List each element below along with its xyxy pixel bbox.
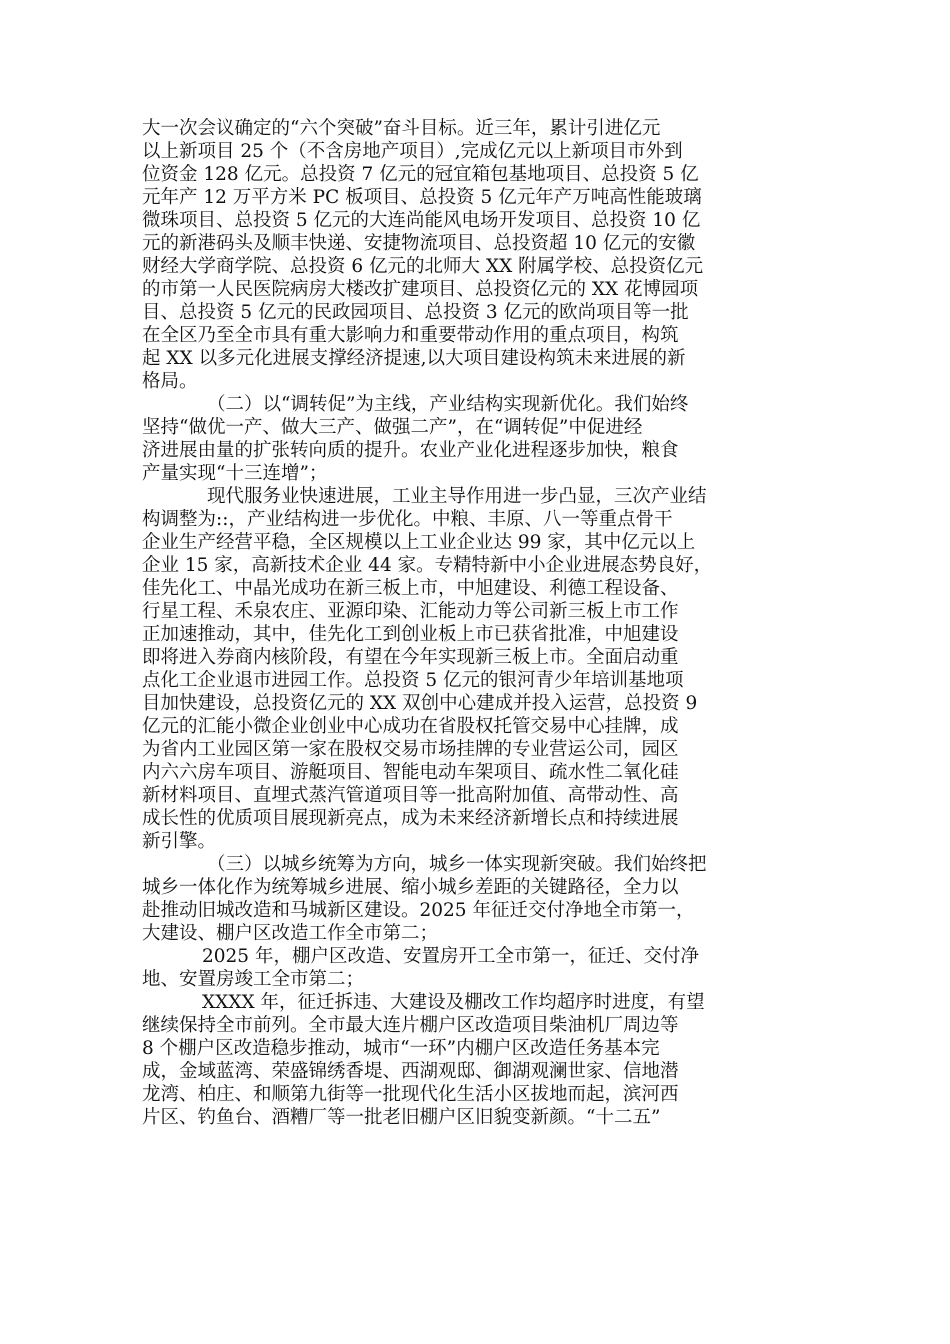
text-line: 亿元的汇能小微企业创业中心成功在省股权托管交易中心挂牌，成 bbox=[142, 716, 679, 737]
paragraph-urban-rural bbox=[142, 853, 814, 945]
text-line: 内六六房车项目、游艇项目、智能电动车架项目、疏水性二氧化硅 bbox=[142, 762, 679, 783]
text-line: （二）以“调转促”为主线，产业结构实现新优化。我们始终 bbox=[207, 394, 689, 415]
text-line: 即将进入券商内核阶段，有望在今年实现新三板上市。全面启动重 bbox=[142, 647, 679, 668]
paragraph-2025-shantytown bbox=[142, 945, 814, 991]
text-line: 微珠项目、总投资 5 亿元的大连尚能风电场开发项目、总投资 10 亿 bbox=[142, 210, 701, 231]
text-line: 以上新项目 25 个（不含房地产项目）,完成亿元以上新项目市外到 bbox=[142, 141, 683, 162]
text-line: 济进展由量的扩张转向质的提升。农业产业化进程逐步加快，粮食 bbox=[142, 440, 679, 461]
text-line: 大一次会议确定的“六个突破”奋斗目标。近三年，累计引进亿元 bbox=[142, 118, 661, 139]
text-line: 点化工企业退市进园工作。总投资 5 亿元的银河青少年培训基地项 bbox=[142, 670, 684, 691]
text-line: XXXX 年，征迁拆违、大建设及棚改工作均超序时进度，有望 bbox=[202, 992, 705, 1013]
text-line: 片区、钓鱼台、酒糟厂等一批老旧棚户区旧貌变新颜。“十二五” bbox=[142, 1107, 661, 1128]
text-line: 元年产 12 万平方米 PC 板项目、总投资 5 亿元年产万吨高性能玻璃 bbox=[142, 187, 702, 208]
text-line: 赴推动旧城改造和马城新区建设。2025 年征迁交付净地全市第一， bbox=[142, 900, 695, 921]
text-line: 佳先化工、中晶光成功在新三板上市，中旭建设、利德工程设备、 bbox=[142, 578, 679, 599]
text-line: 行星工程、禾泉农庄、亚源印染、汇能动力等公司新三板上市工作 bbox=[142, 601, 679, 622]
text-line: 在全区乃至全市具有重大影响力和重要带动作用的重点项目，构筑 bbox=[142, 325, 679, 346]
text-line: 继续保持全市前列。全市最大连片棚户区改造项目柴油机厂周边等 bbox=[142, 1015, 679, 1036]
text-line: 起 XX 以多元化进展支撑经济提速,以大项目建设构筑未来进展的新 bbox=[142, 348, 686, 369]
paragraph-modern-services bbox=[142, 485, 814, 853]
text-line: 为省内工业园区第一家在股权交易市场挂牌的专业营运公司，园区 bbox=[142, 739, 679, 760]
text-line: 企业生产经营平稳，全区规模以上工业企业达 99 家，其中亿元以上 bbox=[142, 532, 696, 553]
text-line: 位资金 128 亿元。总投资 7 亿元的冠宜箱包基地项目、总投资 5 亿 bbox=[142, 164, 699, 185]
text-line: 现代服务业快速进展，工业主导作用进一步凸显，三次产业结 bbox=[207, 486, 707, 507]
text-line: 企业 15 家，高新技术企业 44 家。专精特新中小企业进展态势良好， bbox=[142, 555, 713, 576]
text-line: 新材料项目、直埋式蒸汽管道项目等一批高附加值、高带动性、高 bbox=[142, 785, 679, 806]
text-line: 正加速推动，其中，佳先化工到创业板上市已获省批准，中旭建设 bbox=[142, 624, 679, 645]
paragraph-industry-structure bbox=[142, 393, 814, 485]
document-page bbox=[142, 117, 814, 1129]
text-line: 城乡一体化作为统筹城乡进展、缩小城乡差距的关键路径，全力以 bbox=[142, 877, 679, 898]
paragraph-key-projects bbox=[142, 117, 814, 393]
text-line: 地、安置房竣工全市第二； bbox=[142, 969, 365, 990]
text-line: 新引擎。 bbox=[142, 831, 217, 852]
text-line: 财经大学商学院、总投资 6 亿元的北师大 XX 附属学校、总投资亿元 bbox=[142, 256, 704, 277]
text-line: 构调整为::，产业结构进一步优化。中粮、丰原、八一等重点骨干 bbox=[142, 509, 673, 530]
text-line: 产量实现“十三连增”； bbox=[142, 463, 328, 484]
paragraph-xxxx-progress bbox=[142, 991, 814, 1129]
text-line: 成长性的优质项目展现新亮点，成为未来经济新增长点和持续进展 bbox=[142, 808, 679, 829]
text-line: 的市第一人民医院病房大楼改扩建项目、总投资亿元的 XX 花博园项 bbox=[142, 279, 699, 300]
text-line: 大建设、棚户区改造工作全市第二； bbox=[142, 923, 439, 944]
text-line: 龙湾、柏庄、和顺第九街等一批现代化生活小区拔地而起，滨河西 bbox=[142, 1084, 679, 1105]
text-line: 成，金域蓝湾、荣盛锦绣香堤、西湖观邸、御湖观澜世家、信地潜 bbox=[142, 1061, 679, 1082]
text-line: 目、总投资 5 亿元的民政园项目、总投资 3 亿元的欧尚项目等一批 bbox=[142, 302, 689, 323]
text-line: 2025 年，棚户区改造、安置房开工全市第一，征迁、交付净 bbox=[202, 946, 699, 967]
text-line: 元的新港码头及顺丰快递、安捷物流项目、总投资超 10 亿元的安徽 bbox=[142, 233, 696, 254]
text-line: 格局。 bbox=[142, 371, 198, 392]
text-line: 坚持“做优一产、做大三产、做强二产”，在“调转促”中促进经 bbox=[142, 417, 643, 438]
text-line: 8 个棚户区改造稳步推动，城市“一环”内棚户区改造任务基本完 bbox=[142, 1038, 660, 1059]
text-line: 目加快建设，总投资亿元的 XX 双创中心建成并投入运营，总投资 9 bbox=[142, 693, 698, 714]
text-line: （三）以城乡统筹为方向，城乡一体实现新突破。我们始终把 bbox=[207, 854, 707, 875]
